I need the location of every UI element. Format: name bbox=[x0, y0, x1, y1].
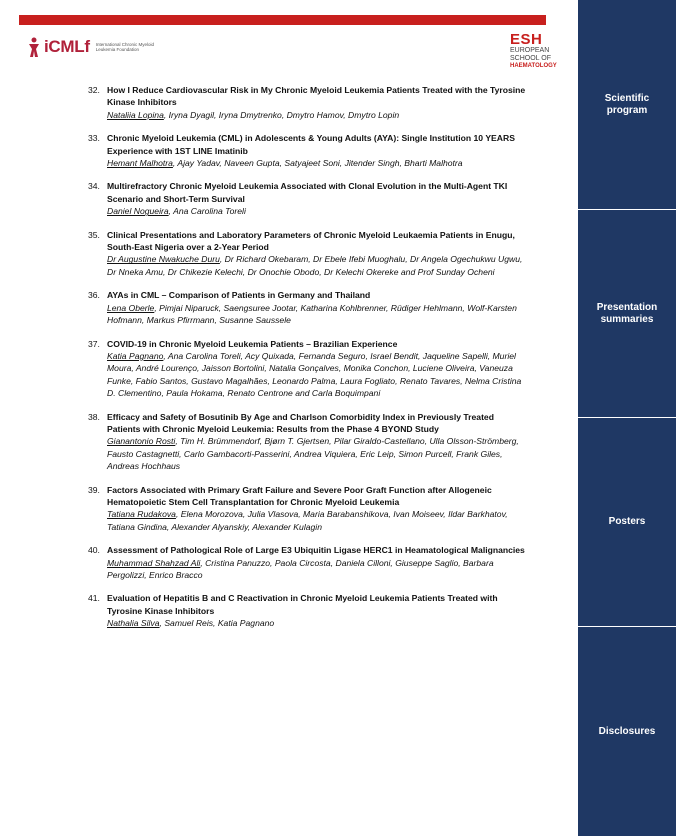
sidebar-divider bbox=[578, 417, 676, 418]
poster-entry bbox=[88, 180, 528, 217]
entry-authors bbox=[107, 157, 528, 169]
entry-coauthors: , Iryna Dyagil, Iryna Dmytrenko, Dmytro Hamov, Dmytro Lopin bbox=[163, 109, 400, 120]
entry-authors bbox=[107, 435, 528, 472]
entry-number: 39. bbox=[88, 484, 100, 495]
entry-coauthors: , Ana Carolina Toreli bbox=[168, 206, 246, 217]
entry-authors bbox=[107, 508, 528, 533]
entry-coauthors: , Ana Carolina Toreli, Acy Quixada, Fernanda Seguro, Israel Bendit, Jaqueline Sapelli, Muriel Moura, André Lourenço, Jaisson Bortolini, Natalia Gonçalves, Monika Conchon, Luciene Oliveira, Vaneuza Funke, Fabio Santos, Gustavo Magalhães, Leonardo Palma, Laura Fogliato, Renato Tavares, Nelma Cristina D. Clementino, Paula Hokama, Renato Centrone and Carla Boquimpani bbox=[107, 350, 522, 399]
poster-entry bbox=[88, 544, 528, 581]
poster-entry bbox=[88, 592, 528, 629]
esh-logo bbox=[510, 33, 562, 70]
entry-presenter: Tatiana Rudakova bbox=[107, 509, 176, 520]
sidebar-item-label: Disclosures bbox=[598, 725, 656, 737]
sidebar-divider bbox=[578, 209, 676, 210]
poster-entry bbox=[88, 411, 528, 473]
entry-coauthors: , Elena Morozova, Julia Vlasova, Maria Barabanshikova, Ivan Moiseev, Ildar Barkhatov, Tatiana Gindina, Alexander Alyanskiy, Alexander Kulagin bbox=[107, 509, 508, 532]
entry-number: 35. bbox=[88, 229, 100, 240]
entry-coauthors: , Pimjai Niparuck, Saengsuree Jootar, Katharina Kohlbrenner, Rüdiger Hehlmann, Wolf-Karsten Hofmann, Markus Pfirrmann, Susanne Saussele bbox=[107, 302, 517, 326]
entry-title: Evaluation of Hepatitis B and C Reactivation in Chronic Myeloid Leukemia Patients Treated with Tyrosine Kinase Inhibitors bbox=[107, 593, 498, 616]
entry-presenter: Gianantonio Rosti bbox=[107, 436, 176, 447]
entry-coauthors: , Cristina Panuzzo, Paola Circosta, Daniela Cilloni, Giuseppe Saglio, Barbara Pergolizzi, Enrico Bracco bbox=[107, 557, 494, 580]
entry-authors bbox=[107, 109, 528, 121]
esh-logo-text: ESH bbox=[510, 31, 543, 48]
poster-list bbox=[88, 84, 528, 641]
entry-number: 41. bbox=[88, 593, 100, 604]
poster-entry bbox=[88, 289, 528, 326]
poster-entry bbox=[88, 84, 528, 121]
entry-authors bbox=[107, 617, 528, 629]
entry-number: 37. bbox=[88, 338, 100, 349]
poster-entry bbox=[88, 132, 528, 169]
entry-title: Factors Associated with Primary Graft Failure and Severe Poor Graft Function after Allogeneic Hematopoietic Stem Cell Transplantation for Chronic Myeloid Leukemia bbox=[107, 484, 492, 507]
entry-authors bbox=[107, 253, 528, 278]
entry-title: AYAs in CML – Comparison of Patients in Germany and Thailand bbox=[107, 290, 371, 301]
entry-authors bbox=[107, 557, 528, 582]
sidebar-item-label: Scientific program bbox=[604, 92, 650, 116]
entry-coauthors: , Tim H. Brümmendorf, Bjørn T. Gjertsen, Pilar Giraldo-Castellano, Ulla Olsson-Strömberg, Fausto Castagnetti, Carlo Gambacorti-Passerini, Andrea Viquiera, Eric Leip, Simon Purcell, Frank Giles, Andreas Hochhaus bbox=[107, 436, 519, 472]
entry-presenter: Katia Pagnano bbox=[107, 350, 164, 361]
poster-entry bbox=[88, 338, 528, 400]
esh-logo-line3: HAEMATOLOGY bbox=[510, 63, 557, 69]
person-figure-icon bbox=[27, 37, 41, 57]
entry-coauthors: , Samuel Reis, Katia Pagnano bbox=[159, 618, 275, 629]
sidebar-divider bbox=[578, 626, 676, 627]
entry-number: 38. bbox=[88, 411, 100, 422]
sidebar-item-disclosures[interactable] bbox=[578, 627, 676, 836]
entry-coauthors: , Dr Richard Okebaram, Dr Ebele Ifebi Muoghalu, Dr Angela Ogechukwu Ugwu, Dr Nneka Amu, Dr Chikezie Kelechi, Dr Onochie Obodo, Dr Kelechi Okereke and Prof Sunday Ocheni bbox=[107, 254, 523, 277]
sidebar-item-posters[interactable] bbox=[578, 418, 676, 626]
entry-title: Efficacy and Safety of Bosutinib By Age and Charlson Comorbidity Index in Previously Treated Patients with Chronic Myeloid Leukemia: Results from the Phase 4 BYOND Study bbox=[107, 411, 494, 434]
entry-presenter: Muhammad Shahzad Ali bbox=[107, 557, 201, 568]
entry-title: Chronic Myeloid Leukemia (CML) in Adolescents & Young Adults (AYA): Single Institution 10 YEARS Experience with 1ST LINE Imatinib bbox=[107, 133, 515, 156]
entry-presenter: Hemant Malhotra bbox=[107, 158, 173, 169]
entry-authors bbox=[107, 205, 528, 217]
entry-title: Assessment of Pathological Role of Large E3 Ubiquitin Ligase HERC1 in Heamatological Malignancies bbox=[107, 545, 525, 556]
entry-presenter: Lena Oberle bbox=[107, 302, 155, 313]
icmlf-logo bbox=[27, 37, 156, 57]
entry-number: 36. bbox=[88, 290, 100, 301]
icmlf-logo-text: iCMLf bbox=[44, 37, 90, 56]
entry-number: 33. bbox=[88, 133, 100, 144]
entry-title: Clinical Presentations and Laboratory Parameters of Chronic Myeloid Leukaemia Patients in Enugu, South-East Nigeria over a 2-Year Period bbox=[107, 229, 515, 253]
sidebar-nav bbox=[578, 0, 676, 836]
entry-authors bbox=[107, 350, 528, 400]
entry-coauthors: , Ajay Yadav, Naveen Gupta, Satyajeet Soni, Jitender Singh, Bharti Malhotra bbox=[172, 158, 463, 169]
entry-number: 32. bbox=[88, 85, 100, 95]
sidebar-item-label: Posters bbox=[608, 516, 646, 527]
entry-presenter: Nathalia Silva bbox=[107, 618, 160, 629]
esh-logo-line2: EUROPEAN SCHOOL OF bbox=[510, 47, 551, 62]
entry-presenter: Dr Augustine Nwakuche Duru bbox=[107, 254, 220, 265]
poster-entry bbox=[88, 484, 528, 534]
entry-title: How I Reduce Cardiovascular Risk in My Chronic Myeloid Leukemia Patients Treated with the Tyrosine Kinase Inhibitors bbox=[107, 85, 526, 108]
entry-presenter: Nataliia Lopina bbox=[107, 109, 164, 120]
icmlf-logo-subtitle: International Chronic Myeloid Leukemia Foundation bbox=[95, 41, 154, 52]
entry-number: 34. bbox=[88, 181, 100, 192]
sidebar-item-presentation-summaries[interactable] bbox=[578, 210, 676, 417]
entry-title: Multirefractory Chronic Myeloid Leukemia Associated with Clonal Evolution in the Multi-Agent TKI Scenario and Short-Term Survival bbox=[107, 181, 508, 204]
entry-authors bbox=[107, 302, 528, 327]
sidebar-item-scientific-program[interactable] bbox=[578, 0, 676, 209]
entry-number: 40. bbox=[88, 545, 100, 556]
entry-title: COVID-19 in Chronic Myeloid Leukemia Patients – Brazilian Experience bbox=[107, 338, 398, 349]
poster-entry bbox=[88, 229, 528, 279]
header-red-bar bbox=[19, 15, 546, 25]
sidebar-item-label: Presentation summaries bbox=[596, 301, 658, 325]
entry-presenter: Daniel Nogueira bbox=[107, 206, 169, 217]
